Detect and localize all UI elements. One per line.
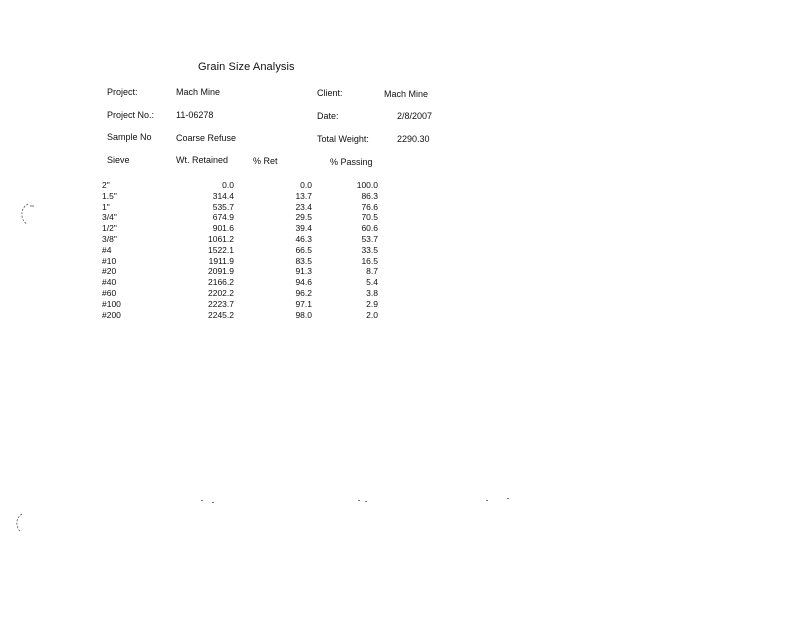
sieve-table [100, 180, 400, 320]
header-sieve: Sieve [107, 155, 130, 165]
pct-passing-cell: 8.7 [366, 266, 378, 277]
scan-artifact-mark [18, 202, 34, 226]
sieve-cell: #100 [102, 298, 121, 309]
pct-passing-cell: 3.8 [366, 287, 378, 298]
scan-speck [358, 500, 360, 501]
scan-speck [212, 502, 214, 503]
pct-ret-cell: 91.3 [295, 266, 312, 277]
scan-speck [365, 501, 367, 502]
client-label: Client: [317, 88, 343, 98]
sample-no-label: Sample No [107, 132, 152, 142]
pct-passing-cell: 76.6 [361, 201, 378, 212]
project-label: Project: [107, 87, 138, 97]
sieve-cell: #10 [102, 255, 117, 266]
wt-retained-cell: 2202.2 [208, 287, 234, 298]
pct-ret-cell: 23.4 [295, 201, 312, 212]
sieve-cell: #200 [102, 309, 121, 320]
wt-retained-cell: 1061.2 [208, 233, 234, 244]
wt-retained-cell: 674.9 [212, 212, 234, 223]
scan-speck [507, 498, 509, 499]
wt-retained-cell: 2223.7 [208, 298, 234, 309]
table-row [100, 212, 400, 223]
pct-passing-cell: 5.4 [366, 277, 378, 288]
pct-ret-cell: 46.3 [295, 233, 312, 244]
header-pct-ret: % Ret [253, 156, 278, 166]
project-no-label: Project No.: [107, 110, 155, 120]
pct-ret-cell: 0.0 [300, 180, 312, 190]
total-weight-label: Total Weight: [317, 134, 369, 144]
project-no-value: 11-06278 [176, 110, 214, 120]
client-value: Mach Mine [384, 89, 429, 99]
pct-ret-cell: 29.5 [295, 212, 312, 223]
pct-passing-cell: 70.5 [361, 212, 378, 223]
pct-ret-cell: 83.5 [295, 255, 312, 266]
sieve-cell: #60 [102, 287, 117, 298]
wt-retained-cell: 2245.2 [208, 309, 234, 320]
wt-retained-cell: 535.7 [212, 201, 234, 212]
total-weight-value: 2290.30 [397, 134, 430, 144]
pct-ret-cell: 94.6 [295, 277, 312, 288]
pct-passing-cell: 2.9 [366, 298, 378, 309]
table-row [100, 288, 400, 299]
table-row [100, 234, 400, 245]
table-row [100, 299, 400, 310]
table-row [100, 180, 400, 191]
table-row [100, 223, 400, 234]
pct-ret-cell: 97.1 [295, 298, 312, 309]
wt-retained-cell: 901.6 [212, 223, 234, 234]
pct-passing-cell: 33.5 [361, 244, 378, 255]
pct-ret-cell: 96.2 [295, 287, 312, 298]
wt-retained-cell: 1911.9 [208, 255, 234, 266]
pct-passing-cell: 2.0 [366, 309, 378, 320]
sieve-cell: 2" [102, 180, 110, 190]
pct-passing-cell: 16.5 [361, 255, 378, 266]
table-row [100, 202, 400, 213]
sieve-cell: #40 [102, 277, 117, 288]
date-label: Date: [317, 111, 339, 121]
pct-passing-cell: 86.3 [361, 190, 378, 201]
table-row [100, 266, 400, 277]
pct-ret-cell: 13.7 [295, 190, 312, 201]
table-row [100, 245, 400, 256]
pct-passing-cell: 60.6 [361, 223, 378, 234]
wt-retained-cell: 1522.1 [208, 244, 234, 255]
sieve-cell: 3/8" [102, 233, 117, 244]
sieve-cell: 1.5" [102, 190, 117, 201]
pct-ret-cell: 39.4 [295, 223, 312, 234]
scan-speck [486, 500, 488, 501]
date-value: 2/8/2007 [397, 111, 433, 121]
table-row [100, 310, 400, 321]
scan-artifact-mark [14, 512, 26, 534]
pct-passing-cell: 53.7 [361, 233, 378, 244]
sieve-cell: 3/4" [102, 212, 117, 223]
header-pct-passing: % Passing [330, 157, 373, 167]
wt-retained-cell: 314.4 [212, 190, 234, 201]
wt-retained-cell: 2166.2 [208, 277, 234, 288]
pct-ret-cell: 98.0 [295, 309, 312, 320]
header-wt-retained: Wt. Retained [176, 155, 229, 165]
document-title: Grain Size Analysis [198, 61, 295, 73]
pct-passing-cell: 100.0 [356, 180, 378, 190]
table-row [100, 191, 400, 202]
wt-retained-cell: 2091.9 [208, 266, 234, 277]
table-row [100, 277, 400, 288]
project-value: Mach Mine [176, 87, 221, 97]
pct-ret-cell: 66.5 [295, 244, 312, 255]
sieve-cell: #4 [102, 244, 112, 255]
sieve-cell: 1/2" [102, 223, 117, 234]
sieve-cell: 1" [102, 201, 110, 212]
table-row [100, 256, 400, 267]
scan-speck [201, 500, 203, 501]
sample-no-value: Coarse Refuse [176, 133, 237, 143]
wt-retained-cell: 0.0 [222, 180, 234, 190]
sieve-cell: #20 [102, 266, 117, 277]
